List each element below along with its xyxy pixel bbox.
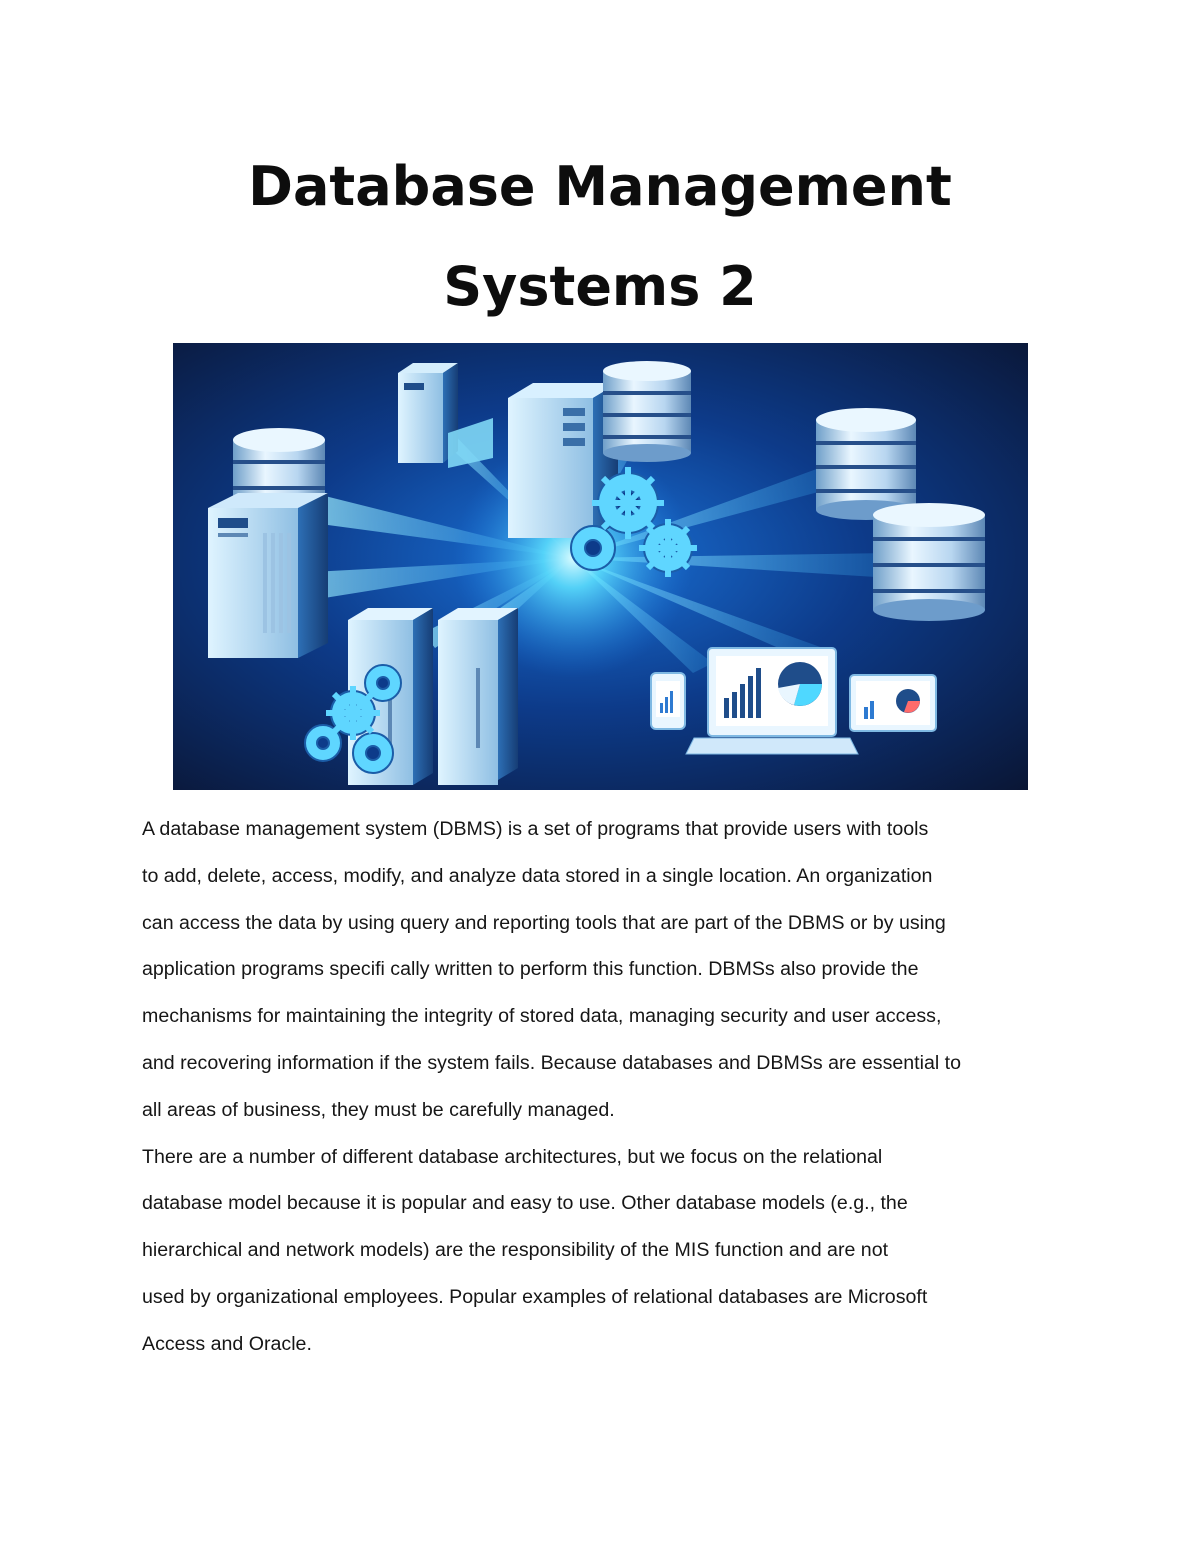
paragraph-2 [142,1134,1042,1368]
text-line: database model because it is popular and easy to use. Other database models (e.g., the [142,1192,908,1215]
text-line: application programs specifi cally written to perform this function. DBMSs also provide the [142,958,919,981]
text-line: There are a number of different database architectures, but we focus on the relational [142,1145,883,1168]
laptop-icon [686,648,858,754]
dbms-illustration [173,343,1028,790]
text-line: Access and Oracle. [142,1332,312,1355]
server-tower-icon [438,608,518,785]
body-text [142,806,1042,1368]
paragraph-1 [142,806,1042,1134]
database-cylinder-icon [816,408,916,520]
pie-chart-icon [778,662,822,706]
database-cylinder-icon [603,361,691,462]
page-title-line-2: Systems 2 [443,255,757,318]
text-line: mechanisms for maintaining the integrity of stored data, managing security and user access, [142,1005,942,1028]
text-line: to add, delete, access, modify, and analyze data stored in a single location. An organization [142,864,933,887]
page-title-line-1: Database Management [248,155,952,218]
text-line: hierarchical and network models) are the responsibility of the MIS function and are not [142,1239,889,1262]
database-cylinder-icon [873,503,985,621]
text-line: all areas of business, they must be carefully managed. [142,1098,615,1121]
tablet-icon [850,675,936,731]
server-tower-icon [208,493,328,658]
text-line: used by organizational employees. Popular examples of relational databases are Microsoft [142,1285,928,1308]
phone-icon [651,673,685,729]
text-line: and recovering information if the system fails. Because databases and DBMSs are essential to [142,1051,962,1074]
text-line: A database management system (DBMS) is a set of programs that provide users with tools [142,818,929,840]
text-line: can access the data by using query and reporting tools that are part of the DBMS or by using [142,911,946,934]
